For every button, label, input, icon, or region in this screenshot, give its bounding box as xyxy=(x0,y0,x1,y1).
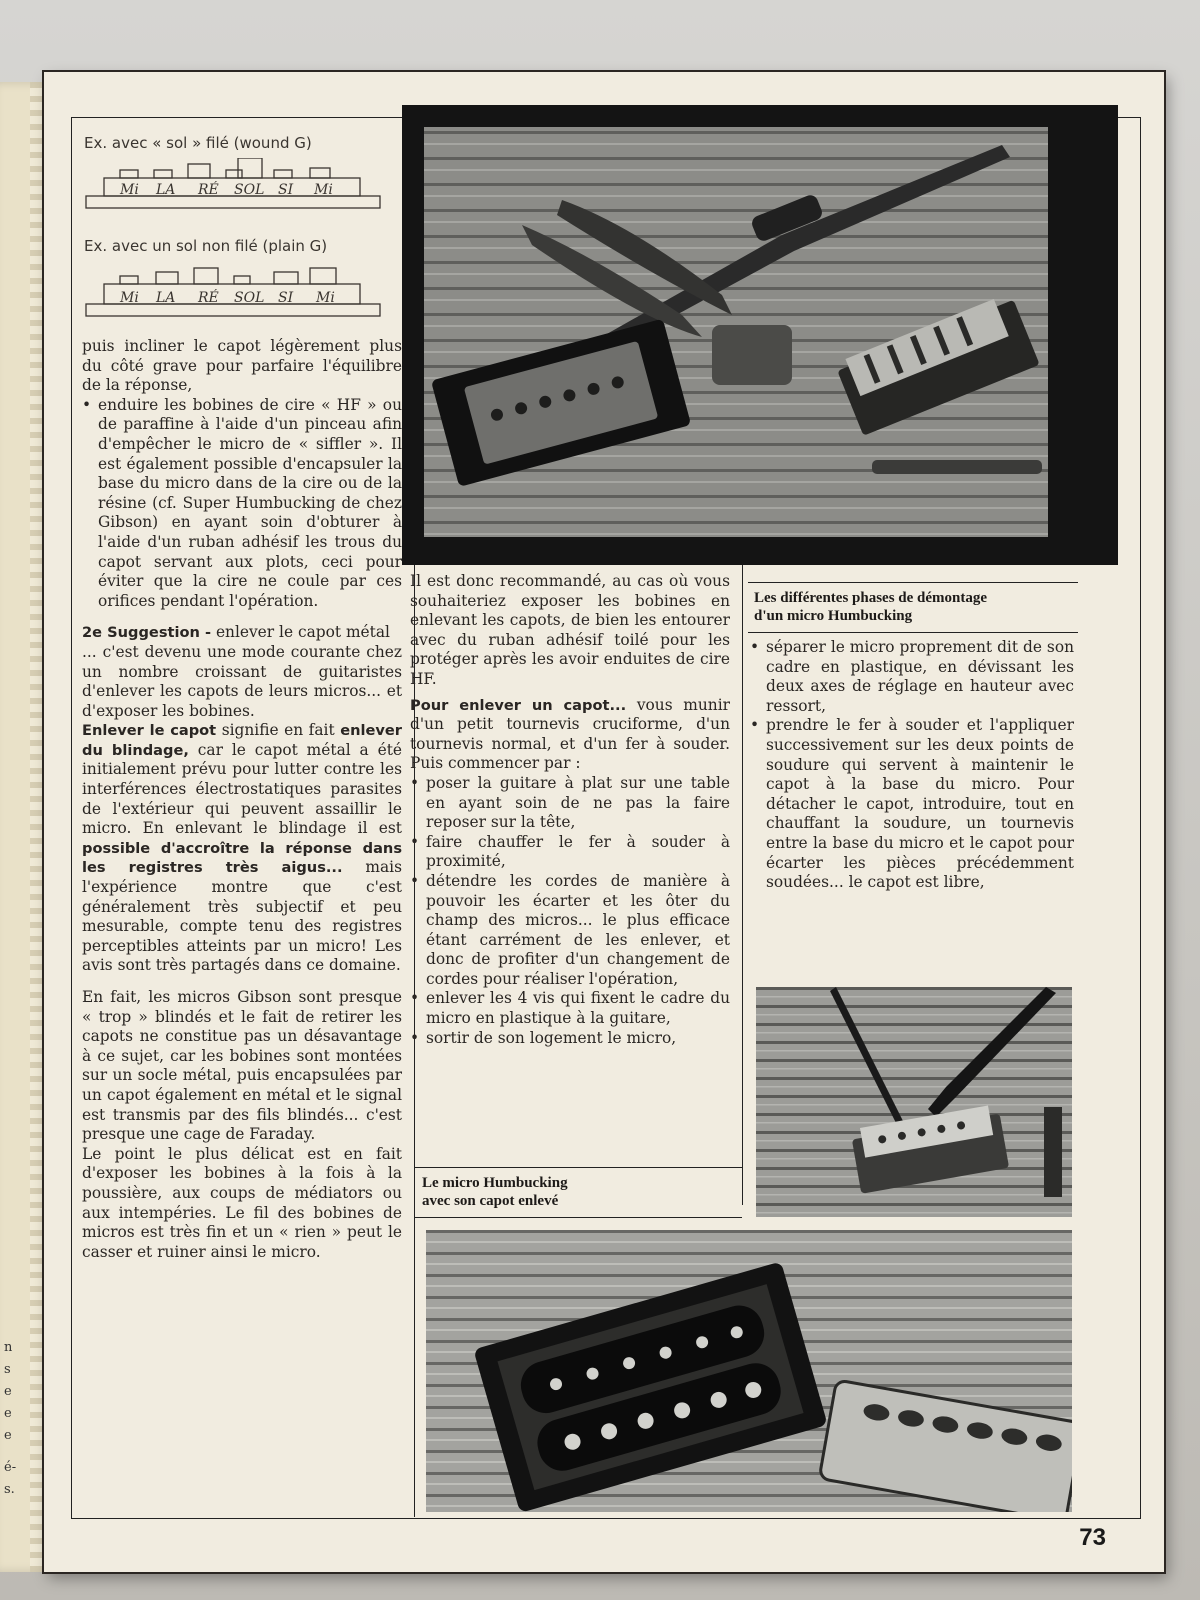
photo-humbucking-uncovered xyxy=(426,1230,1072,1512)
diagram-plain xyxy=(84,262,384,328)
prev-fragment: s. xyxy=(4,1482,15,1497)
diagram-wound xyxy=(84,158,384,220)
page-number: 73 xyxy=(1079,1524,1106,1551)
prev-fragment: e xyxy=(4,1428,12,1443)
prev-fragment: e xyxy=(4,1384,12,1399)
string-label: SI xyxy=(278,182,294,198)
prev-fragment: e xyxy=(4,1406,12,1421)
paragraph xyxy=(410,696,730,774)
bullet-item: • prendre le fer à souder et l'appliquer successivement sur les deux points de soudure qui servent à maintenir le capot à la base du micro. Pour détacher le capot, introduire, tout en chauffant la soudure, un tournevis entre la base du micro et le capot pour écarter les pièces précédemment soudées... le capot est libre, xyxy=(750,716,1074,892)
string-label: SOL xyxy=(234,290,265,306)
caption-rule-top xyxy=(414,1167,742,1168)
paragraph: ... c'est devenu une mode courante chez un nombre croissant de guitaristes d'enlever les capots de leurs micros... et d'exposer les bobines. xyxy=(82,642,402,720)
caption-line: avec son capot enlevé xyxy=(422,1193,559,1209)
suggestion-text: enlever le capot métal xyxy=(211,623,390,642)
bullet-item: • séparer le micro proprement dit de son cadre en plastique, en dévissant les deux axes de réglage en hauteur avec ressort, xyxy=(750,638,1074,716)
column-divider xyxy=(742,565,743,1205)
text-run: signifie en fait xyxy=(216,721,341,740)
caption-rule-top xyxy=(748,582,1078,583)
caption-line: d'un micro Humbucking xyxy=(754,608,913,624)
paragraph xyxy=(82,721,402,976)
text-run: mais l'expérience montre que c'est généralement très subjectif et peu mesurable, compte tenu des registres perceptibles atteints par un micro! Les avis sont très partagés dans ce domaine. xyxy=(82,858,402,975)
column-1-text xyxy=(82,337,402,1262)
string-label: Mi xyxy=(316,290,335,306)
string-label: SOL xyxy=(234,182,265,198)
string-label: Mi xyxy=(120,182,139,198)
paragraph: puis incliner le capot légèrement plus du côté grave pour parfaire l'équilibre de la réponse, xyxy=(82,337,402,395)
text-run: vous munir d'un petit tournevis cruciforme, d'un tournevis normal, et d'un fer à souder. Puis commencer par : xyxy=(410,695,730,773)
caption-humbucking-open xyxy=(422,1174,568,1210)
string-label: RÉ xyxy=(198,182,219,198)
paragraph: Le point le plus délicat est en fait d'exposer les bobines à la fois à la poussière, aux coups de médiators ou aux intempéries. Le fil des bobines de micros est très fin et un « rien » peut le casser et ruiner ainsi le micro. xyxy=(82,1144,402,1261)
string-label: RÉ xyxy=(198,290,219,306)
caption-rule-bottom xyxy=(414,1217,742,1218)
column-2-text xyxy=(410,572,730,1048)
string-label: LA xyxy=(156,290,176,306)
string-label: Mi xyxy=(120,290,139,306)
bullet-item: • enduire les bobines de cire « HF » ou de paraffine à l'aide d'un pinceau afin d'empêcher le micro de « siffler ». Il est également possible d'encapsuler la base du micro dans de la cire ou de la résine (cf. Super Humbucking de chez Gibson) en ayant soin d'obturer à l'aide d'un ruban adhésif les trous du capot servant aux plots, ceci pour éviter que la cire ne coule par ces orifices pendant l'opération. xyxy=(82,396,402,612)
diagram-wound-label: Ex. avec « sol » filé (wound G) xyxy=(84,134,312,152)
bold-phrase: possible d'accroître la réponse dans les registres très aigus... xyxy=(82,839,402,877)
caption-line: Le micro Humbucking xyxy=(422,1175,568,1191)
paragraph: En fait, les micros Gibson sont presque « trop » blindés et le fait de retirer les capots ne constitue pas un désavantage à ce sujet, car les bobines sont montées sur un socle métal, puis encapsulées par un capot également en métal et le signal est transmis par des fils blindés... c'est presque une cage de Faraday. xyxy=(82,988,402,1144)
caption-rule-bottom xyxy=(748,632,1078,633)
bullet-item: • détendre les cordes de manière à pouvoir les écarter et les ôter du champ des micros... le plus efficace étant carrément de les enlever, et donc de profiter d'un changement de cordes pour réaliser l'opération, xyxy=(410,872,730,990)
suggestion-title: 2e Suggestion - xyxy=(82,624,212,642)
string-label: LA xyxy=(156,182,176,198)
string-label: Mi xyxy=(314,182,333,198)
magazine-page xyxy=(44,72,1164,1572)
prev-fragment: é- xyxy=(4,1460,17,1475)
prev-fragment: s xyxy=(4,1362,11,1377)
caption-line: Les différentes phases de démontage xyxy=(754,590,988,606)
bold-phrase: Enlever le capot xyxy=(82,722,217,740)
caption-phases xyxy=(754,589,987,625)
string-label: SI xyxy=(278,290,294,306)
photo-tools-humbucker xyxy=(402,105,1118,565)
text-run: car le capot métal a été initialement prévu pour lutter contre les interférences électrostatiques parasites de l'extérieur qui peuvent assaillir le micro. En enlevant le blindage il est xyxy=(82,740,402,838)
bold-phrase: enlever du blindage, xyxy=(82,722,402,759)
bullet-item: • enlever les 4 vis qui fixent le cadre du micro en plastique à la guitare, xyxy=(410,989,730,1028)
bullet-item: • sortir de son logement le micro, xyxy=(410,1029,730,1049)
diagram-plain-label: Ex. avec un sol non filé (plain G) xyxy=(84,237,328,255)
photo-desoldering-cover xyxy=(756,987,1072,1217)
suggestion-heading xyxy=(82,623,402,643)
prev-fragment: n xyxy=(4,1340,13,1355)
bullet-item: • poser la guitare à plat sur une table en ayant soin de ne pas la faire reposer sur la tête, xyxy=(410,774,730,833)
bullet-item: • faire chauffer le fer à souder à proximité, xyxy=(410,833,730,872)
bold-phrase: Pour enlever un capot... xyxy=(410,696,627,714)
column-3-text xyxy=(750,638,1074,893)
paragraph: Il est donc recommandé, au cas où vous souhaiteriez exposer les bobines en enlevant les capots, de bien les entourer avec du ruban adhésif toilé pour les protéger après les avoir enduites de cire HF. xyxy=(410,572,730,688)
